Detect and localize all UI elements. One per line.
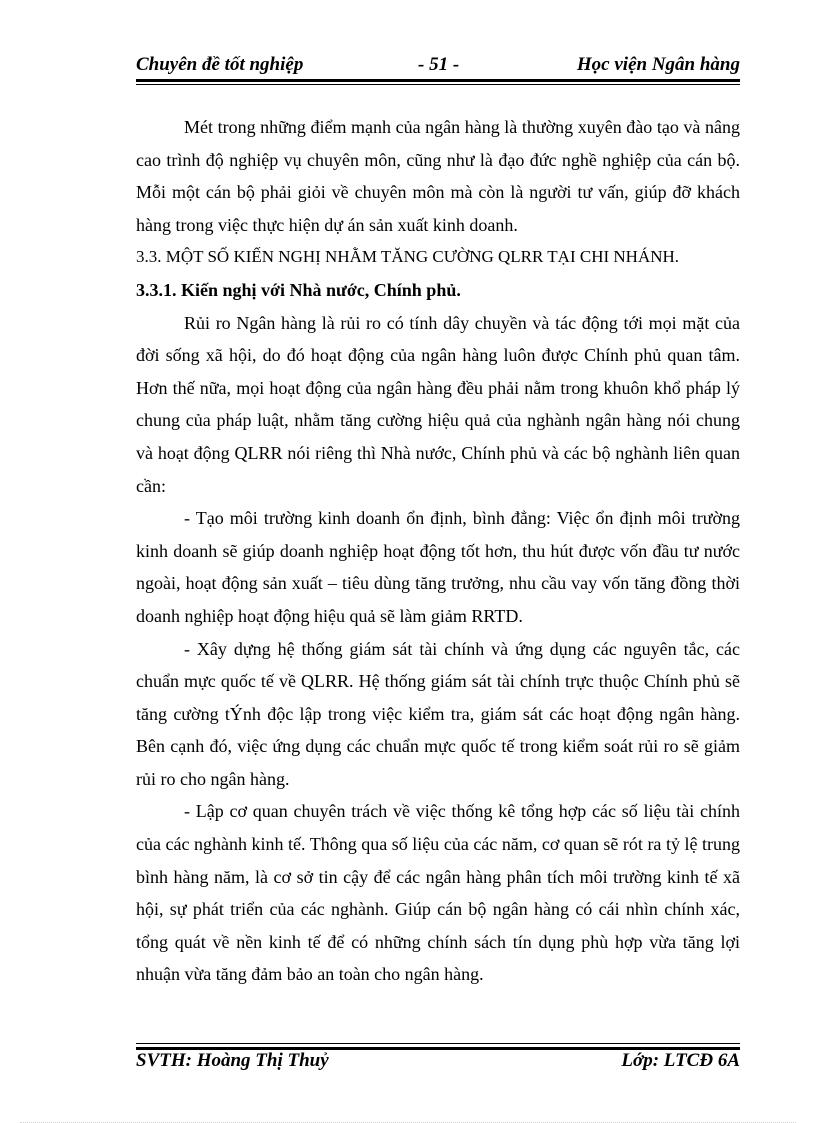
section-heading: 3.3. MỘT SỐ KIẾN NGHỊ NHẰM TĂNG CƯỜNG QLRR TẠI CHI NHÁNH.	[136, 247, 680, 267]
paragraph-environment: - Tạo môi trường kinh doanh ổn định, bình đẳng: Việc ổn định môi trường kinh doanh sẽ giúp doanh nghiệp hoạt động tốt hơn, thu hút được vốn đầu tư nước ngoài, hoạt động sản xuất – tiêu dùng tăng trưởng, nhu cầu vay vốn tăng đồng thời doanh nghiệp hoạt động hiệu quả sẽ làm giảm RRTD.	[136, 508, 740, 626]
footer-class: Lớp: LTCĐ 6A	[621, 1050, 740, 1071]
header-document-type: Chuyên đề tốt nghiệp	[136, 54, 304, 75]
paragraph-supervision: - Xây dựng hệ thống giám sát tài chính và ứng dụng các nguyên tắc, các chuẩn mực quốc tế về QLRR. Hệ thống giám sát tài chính trực thuộc Chính phủ sẽ tăng cường tÝnh độc lập trong việc kiểm tra, giám sát các hoạt động ngân hàng. Bên cạnh đó, việc ứng dụng các chuẩn mực quốc tế trong kiểm soát rủi ro sẽ giảm rủi ro cho ngân hàng.	[136, 638, 740, 789]
subsection-heading: 3.3.1. Kiến nghị với Nhà nước, Chính phủ.	[136, 279, 461, 300]
page-body	[136, 111, 740, 991]
header-rule-thin	[136, 84, 740, 85]
paragraph-statistics: - Lập cơ quan chuyên trách về việc thống kê tổng hợp các số liệu tài chính của các nghành kinh tế. Thông qua số liệu của các năm, cơ quan sẽ rót ra tỷ lệ trung bình hàng năm, là cơ sở tin cậy để các ngân hàng phân tích môi trường kinh tế xã hội, sự phát triển của các nghành. Giúp cán bộ ngân hàng có cái nhìn chính xác, tổng quát về nền kinh tế để có những chính sách tín dụng phù hợp vừa tăng lợi nhuận vừa tăng đảm bảo an toàn cho ngân hàng.	[136, 801, 740, 985]
header-rule-thick	[136, 79, 740, 82]
footer-student: SVTH: Hoàng Thị Thuỷ	[136, 1050, 329, 1071]
footer-rule-thin	[136, 1043, 740, 1044]
header-institution: Học viện Ngân hàng	[576, 54, 740, 75]
page-number: - 51 -	[418, 54, 460, 75]
page-footer	[136, 1050, 740, 1074]
paragraph-intro: Mét trong những điểm mạnh của ngân hàng là thường xuyên đào tạo và nâng cao trình độ nghiệp vụ chuyên môn, cũng như là đạo đức nghề nghiệp của cán bộ. Mỗi một cán bộ phải giỏi về chuyên môn mà còn là người tư vấn, giúp đỡ khách hàng trong việc thực hiện dự án sản xuất kinh doanh.	[136, 117, 740, 235]
paragraph-risk: Rủi ro Ngân hàng là rủi ro có tính dây chuyền và tác động tới mọi mặt của đời sống xã hội, do đó hoạt động của ngân hàng luôn được Chính phủ quan tâm. Hơn thế nữa, mọi hoạt động của ngân hàng đều phải nằm trong khuôn khổ pháp lý chung của pháp luật, nhằm tăng cường hiệu quả của nghành ngân hàng nói chung và hoạt động QLRR nói riêng thì Nhà nước, Chính phủ và các bộ nghành liên quan cần:	[136, 312, 740, 496]
page-header	[136, 54, 740, 78]
